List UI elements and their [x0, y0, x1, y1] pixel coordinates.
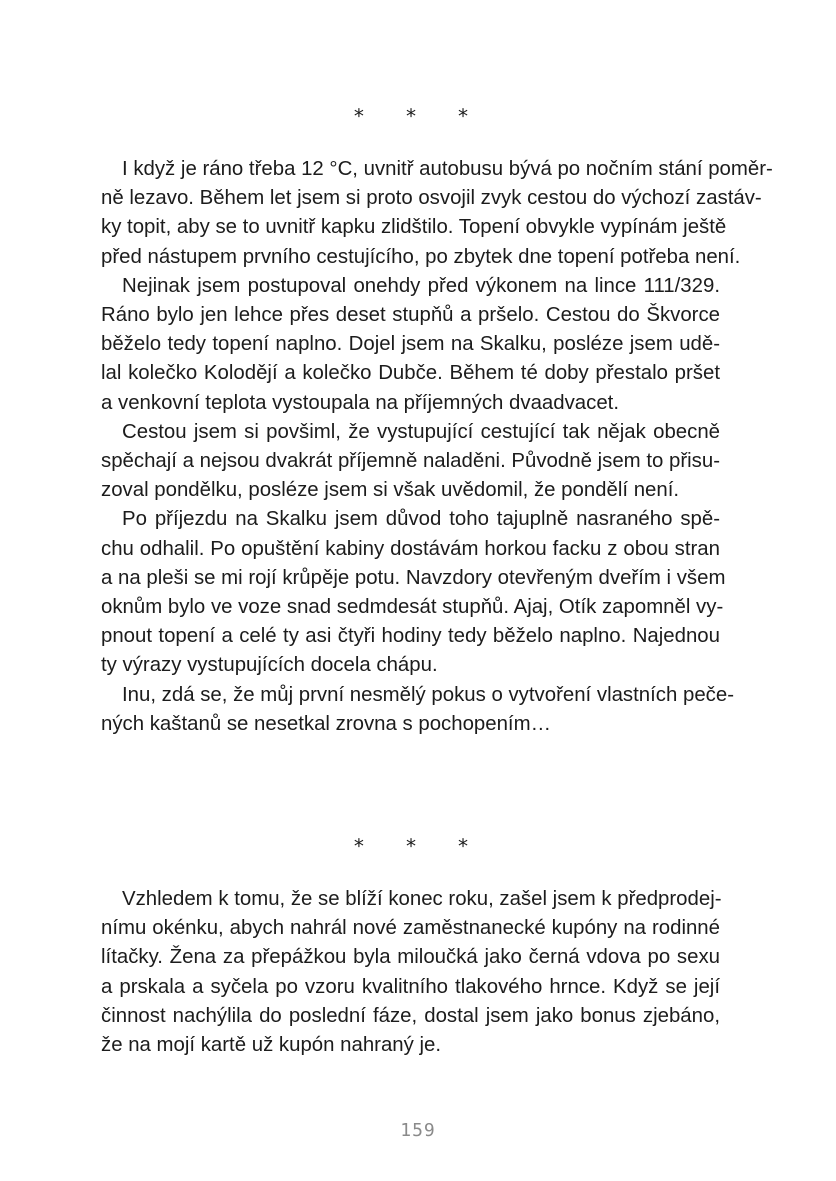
text-line: Cestou jsem si povšiml, že vystupující cestující tak nějak obecně: [122, 420, 720, 443]
text-section-2: [80, 885, 720, 1060]
text-line: ty výrazy vystupujících docela chápu.: [101, 654, 438, 677]
text-line: a na pleši se mi rojí krůpěje potu. Navzdory otevřeným dveřím i všem: [101, 566, 726, 589]
paragraph: [80, 155, 773, 272]
text-line: Vzhledem k tomu, že se blíží konec roku, zašel jsem k předprodej-: [122, 888, 722, 910]
text-line: činnost nachýlila do poslední fáze, dostal jsem jako bonus zjebáno,: [101, 1004, 720, 1027]
paragraph: [80, 681, 735, 739]
text-line: a venkovní teplota vystoupala na příjemných dvaadvacet.: [101, 391, 620, 414]
page-number: 159: [400, 1120, 436, 1141]
text-line: a prskala a syčela po vzoru kvalitního tlakového hrnce. Když se její: [101, 975, 720, 998]
text-line: ně lezavo. Během let jsem si proto osvojil zvyk cestou do výchozí zastáv-: [101, 187, 762, 210]
text-line: nímu okénku, abych nahrál nové zaměstnanecké kupóny na rodinné: [101, 917, 720, 940]
text-line: ky topit, aby se to uvnitř kapku zlidštilo. Topení obvykle vypínám ještě: [101, 216, 727, 239]
paragraph: [80, 505, 726, 680]
text-line: Inu, zdá se, že můj první nesmělý pokus o vytvoření vlastních peče-: [122, 683, 735, 706]
section-separator: ∗ ∗ ∗: [352, 830, 484, 854]
paragraph: [80, 885, 720, 1060]
text-line: lal kolečko Kolodějí a kolečko Dubče. Během té doby přestalo pršet: [101, 362, 720, 385]
text-line: chu odhalil. Po opuštění kabiny dostávám horkou facku z obou stran: [101, 537, 720, 560]
text-line: spěchají a nejsou dvakrát příjemně naladěni. Původně jsem to přisu-: [101, 450, 720, 473]
section-separator: ∗ ∗ ∗: [352, 100, 484, 124]
text-line: lítačky. Žena za přepážkou byla miloučká jako černá vdova po sexu: [101, 946, 720, 969]
text-line: I když je ráno třeba 12 °C, uvnitř autobusu bývá po nočním stání poměr-: [122, 158, 773, 180]
text-line: Po příjezdu na Skalku jsem důvod toho tajuplně nasraného spě-: [122, 508, 720, 531]
text-line: pnout topení a celé ty asi čtyři hodiny tedy běželo naplno. Najednou: [101, 625, 720, 648]
text-section-1: [80, 155, 773, 739]
paragraph: [80, 418, 720, 506]
text-line: běželo tedy topení naplno. Dojel jsem na Skalku, posléze jsem udě-: [101, 333, 720, 356]
text-line: oknům bylo ve voze snad sedmdesát stupňů. Ajaj, Otík zapomněl vy-: [101, 596, 724, 619]
text-line: Ráno bylo jen lehce přes deset stupňů a pršelo. Cestou do Škvorce: [101, 304, 720, 327]
text-line: že na mojí kartě už kupón nahraný je.: [101, 1034, 442, 1057]
text-line: před nástupem prvního cestujícího, po zbytek dne topení potřeba není.: [101, 245, 741, 268]
text-line: zoval pondělku, posléze jsem si však uvědomil, že pondělí není.: [101, 479, 680, 502]
text-line: Nejinak jsem postupoval onehdy před výkonem na lince 111/329.: [122, 274, 720, 297]
text-line: ných kaštanů se nesetkal zrovna s pochopením…: [101, 712, 551, 735]
paragraph: [80, 272, 720, 418]
